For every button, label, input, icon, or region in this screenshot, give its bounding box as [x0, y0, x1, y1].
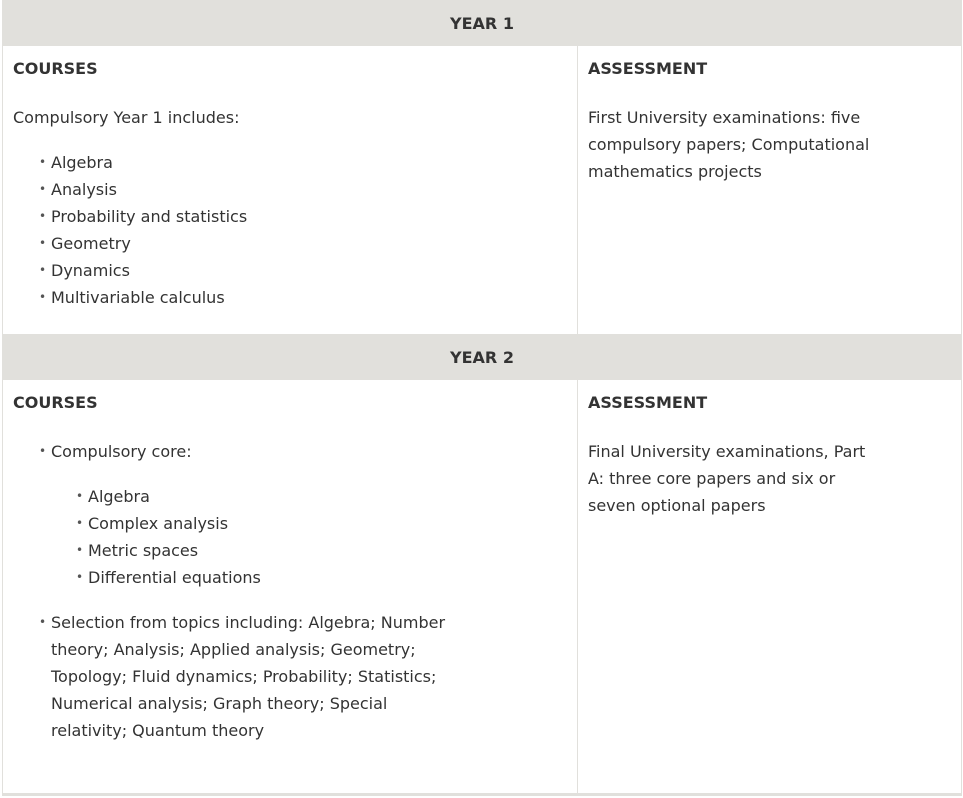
- list-item: • Algebra: [76, 483, 567, 510]
- compulsory-core-item: [39, 438, 567, 591]
- list-item: • Multivariable calculus: [39, 284, 567, 311]
- year-1-assessment-cell: [578, 46, 961, 334]
- year-2-assessment-heading: ASSESSMENT: [588, 393, 708, 412]
- compulsory-core-list: [51, 483, 567, 591]
- year-1-header: [3, 0, 961, 46]
- year-2-title: YEAR 2: [450, 347, 514, 367]
- year-1-course-list: [13, 149, 567, 311]
- year-1-assessment-text: First University examinations: five compulsory papers; Computational mathematics projects: [588, 108, 870, 181]
- year-1-courses-cell: [3, 46, 578, 334]
- year-2-assessment-cell: [578, 380, 961, 793]
- list-item: • Analysis: [39, 176, 567, 203]
- year-2-header: [3, 334, 961, 380]
- year-1-row: [3, 46, 961, 334]
- course-structure-table: [2, 0, 962, 796]
- year-2-assessment-text: Final University examinations, Part A: three core papers and six or seven optional papers: [588, 442, 866, 515]
- list-item: • Probability and statistics: [39, 203, 567, 230]
- year-1-title: YEAR 1: [450, 13, 514, 33]
- year-1-intro: Compulsory Year 1 includes:: [13, 108, 240, 127]
- year-2-course-list: [13, 438, 567, 744]
- optional-topics-item: • Selection from topics including: Algebra; Number theory; Analysis; Applied analysis; Geometry; Topology; Fluid dynamics; Probability; Statistics; Numerical analysis; Graph theory; Special relativity; Quantum theory: [39, 609, 446, 744]
- year-1-assessment-heading: ASSESSMENT: [588, 59, 708, 78]
- list-item: • Algebra: [39, 149, 567, 176]
- list-item: • Dynamics: [39, 257, 567, 284]
- compulsory-core-label: Compulsory core:: [51, 442, 192, 461]
- year-2-row: [3, 380, 961, 796]
- list-item: • Metric spaces: [76, 537, 567, 564]
- year-2-courses-cell: [3, 380, 578, 793]
- list-item: • Geometry: [39, 230, 567, 257]
- year-2-courses-heading: COURSES: [13, 393, 98, 412]
- list-item: • Differential equations: [76, 564, 567, 591]
- list-item: • Complex analysis: [76, 510, 567, 537]
- year-1-courses-heading: COURSES: [13, 59, 98, 78]
